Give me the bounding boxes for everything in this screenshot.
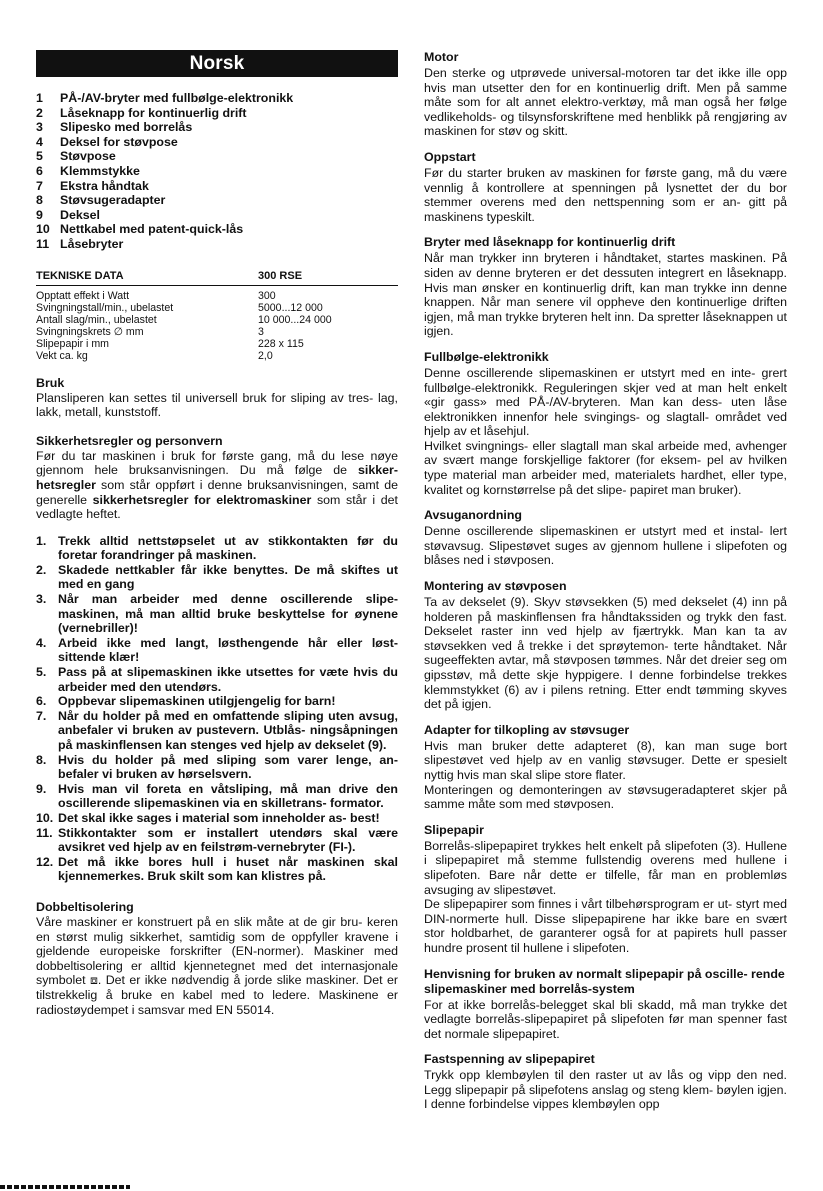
section-text: De slipepapirer som finnes i vårt tilbehørsprogram er ut- styrt med DIN-normerte hull. Disse slipepapirene har ikke bare en svært stor holdbarhet, de garanterer også for at papirets hull passer hundre prosent til hullene i slipefoten.: [424, 897, 787, 955]
spec-label: Svingningstall/min., ubelastet: [36, 301, 174, 314]
rule-text: Hvis du holder på med sliping som varer lenge, an- befaler vi bruken av hørselsvern.: [58, 752, 398, 782]
text-run: . Det er ikke nødvendig å jorde slike maskiner. Det er tilstrekkelig å bruke en kabel med to ledere. Maskinene er radiostøydempet i samsvar med EN 55014.: [36, 973, 398, 1017]
list-item: [36, 855, 398, 884]
sandpaper-section: [424, 823, 787, 956]
list-item: [36, 636, 398, 665]
rule-number: 12.: [36, 854, 54, 869]
table-row: [36, 302, 398, 314]
table-row: [36, 350, 398, 362]
part-number: 8: [36, 193, 43, 208]
rule-text: Pass på at slipemaskinen ikke utsettes for væte hvis du arbeider med den utendørs.: [58, 665, 398, 694]
parts-list-item: [36, 193, 398, 208]
rule-text: Det skal ikke sages i material som inneholder as- best!: [58, 810, 380, 825]
rule-text: Arbeid ikke med langt, løsthengende hår eller løst- sittende klær!: [58, 635, 398, 665]
part-label: Nettkabel med patent-quick-lås: [60, 222, 244, 237]
section-heading: Bryter med låseknapp for kontinuerlig drift: [424, 235, 676, 250]
parts-list-item: [36, 237, 398, 252]
part-number: 4: [36, 134, 43, 149]
list-item: [36, 694, 398, 709]
parts-list-item: [36, 106, 398, 121]
section-text: Denne oscillerende slipemaskinen er utstyrt med et instal- lert støvavsug. Slipestøvet suges av gjennom hullene i slipefoten og blåses ned i støvposen.: [424, 524, 787, 568]
rule-number: 8.: [36, 752, 47, 767]
section-text: Den sterke og utprøvede universal-motoren tar det ikke ille opp hvis man utsetter den for en kontinuerlig drift. Men på samme måte som for alt annet elektro-verktøy, må man også her følge vedlikeholds- og tilsynsforskriftene med henblikk på rengjøring av maskinen for støv og skitt.: [424, 66, 787, 139]
section-heading: Slipepapir: [424, 822, 484, 837]
language-banner: [36, 50, 398, 77]
model-name: 300 RSE: [258, 269, 303, 282]
section-heading: Henvisning for bruken av normalt slipepapir på oscille- rende slipemaskiner med borrelås-system: [424, 966, 785, 996]
part-label: Låseknapp for kontinuerlig drift: [60, 105, 247, 120]
parts-list-item: [36, 222, 398, 237]
rule-number: 11.: [36, 825, 53, 840]
rule-text: Når man arbeider med denne oscillerende slipe- maskinen, må man alltid bruke beskyttelse for øynene (vernebriller)!: [58, 592, 398, 636]
list-item: [36, 665, 398, 694]
table-row: [36, 326, 398, 338]
rule-text: Oppbevar slipemaskinen utilgjengelig for barn!: [58, 694, 336, 709]
parts-list-item: [36, 149, 398, 164]
spec-value: 5000...12 000: [258, 301, 323, 314]
table-row: [36, 338, 398, 350]
section-heading: Sikkerhetsregler og personvern: [36, 433, 223, 448]
rule-number: 7.: [36, 708, 47, 723]
section-heading: Fastspenning av slipepapiret: [424, 1052, 595, 1067]
emphasis-text: sikker- hetsregler: [36, 463, 398, 492]
part-number: 2: [36, 105, 43, 120]
list-item: [36, 563, 398, 592]
section-text: Denne oscillerende slipemaskinen er utstyrt med en inte- grert fullbølge-elektronikk. Reguleringen skjer ved at man helt enkelt «gir gass» med PÅ-/AV-bryteren. Man kan dess- uten låse elektronikken innenfor hele svingings- og slagtall- området ved hjelp av et låsehjul.: [424, 365, 787, 439]
section-text: [36, 915, 398, 1017]
rule-text: Når du holder på med en omfattende sliping uten avsug, anbefaler vi bruken av pustevern. Utblås- ningsåpningen på maskinflensen kan stenges ved hjelp av dekselet (9).: [58, 708, 398, 752]
list-item: [36, 826, 398, 855]
rule-text: Det må ikke bores hull i huset når maskinen skal kjennemerkes. Bruk skilt som kan klistres på.: [58, 854, 398, 884]
parts-list-item: [36, 91, 398, 106]
technical-data-header: [36, 270, 398, 286]
part-number: 10: [36, 222, 50, 237]
text-run: som står i det vedlagte heftet.: [36, 492, 399, 522]
part-label: Ekstra håndtak: [60, 178, 149, 193]
right-column: [424, 50, 787, 1123]
part-label: Deksel: [60, 207, 100, 222]
part-number: 5: [36, 149, 43, 164]
table-row: [36, 314, 398, 326]
section-heading: Adapter for tilkopling av støvsuger: [424, 722, 630, 737]
technical-data-title: TEKNISKE DATA: [36, 269, 124, 282]
section-heading: Oppstart: [424, 149, 476, 164]
rule-text: Skadede nettkabler får ikke benyttes. De må skiftes ut med en gang: [58, 562, 398, 592]
switch-section: [424, 235, 787, 339]
parts-list-item: [36, 120, 398, 135]
section-heading: Montering av støvposen: [424, 579, 567, 594]
rule-number: 2.: [36, 562, 47, 577]
spec-label: Slipepapir i mm: [36, 337, 110, 350]
rule-number: 10.: [36, 810, 54, 825]
left-column: [36, 50, 398, 1017]
rule-number: 9.: [36, 781, 47, 796]
section-text: Plansliperen kan settes til universell bruk for sliping av tres- lag, lakk, metall, kunststoff.: [36, 390, 398, 420]
part-label: Støvsugeradapter: [60, 193, 166, 208]
rule-text: Hvis man vil foreta en våtsliping, må man drive den oscillerende slipemaskinen via en skilletrans- formator.: [58, 781, 398, 811]
section-text: Når man trykker inn bryteren i håndtaket, startes maskinen. På siden av denne bryteren er det dessuten integrert en låseknapp. Hvis man ønsker en kontinuerlig drift, kan man trykke inn denne knappen. Når man senere vil oppheve den kontinuerlige driften igjen, må man trykke bryteren helt inn. Da spretter låseknappen ut igjen.: [424, 251, 787, 339]
section-text: Monteringen og demonteringen av støvsugeradapteret skjer på samme måte som med støvposen.: [424, 782, 787, 812]
section-text: Trykk opp klembøylen til den raster ut av lås og vipp den ned. Legg slipepapir på slipefotens anslag og steng klem- bøylen igjen. I denne forbindelse vippes klembøylen opp: [424, 1068, 787, 1112]
safety-section: [36, 434, 398, 522]
list-item: [36, 811, 398, 826]
section-heading: Dobbeltisolering: [36, 899, 134, 914]
spec-value: 3: [258, 325, 264, 338]
double-insulation-section: [36, 900, 398, 1017]
table-row: [36, 290, 398, 302]
section-text: Ta av dekselet (9). Skyv støvsekken (5) med dekselet (4) inn på holderen på maskinflensen fra håndtakssiden og trykk den fast. Dekselet raster inn ved hjelp av fjærtrykk. Man kan ta av støvsekken ved å trekke i det sprøytemon- terte håndtaket. Når sugeeffekten avtar, må støvposen tømmes. Når det dreier seg om gipsstøv, må dette skje hyppigere. I denne forbindelse trekkes klemmstykket (6) av i pilens retning. Etter endt tømming skyves det på igjen.: [424, 595, 787, 712]
technical-data-table: [36, 270, 398, 362]
rule-number: 6.: [36, 694, 47, 709]
dust-extraction-section: [424, 508, 787, 568]
rule-number: 3.: [36, 592, 47, 607]
barcode-mark: [0, 1185, 130, 1189]
text-run: som står oppført i denne bruksanvisningen, samt de generelle: [36, 477, 398, 507]
part-label: Klemmstykke: [60, 163, 140, 178]
part-label: PÅ-/AV-bryter med fullbølge-elektronikk: [60, 91, 294, 105]
part-label: Deksel for støvpose: [60, 134, 178, 149]
spec-value: 2,0: [258, 349, 273, 362]
spec-label: Opptatt effekt i Watt: [36, 289, 130, 302]
part-label: Låsebryter: [60, 236, 124, 251]
rule-number: 1.: [36, 533, 47, 548]
normal-sandpaper-note-section: [424, 967, 787, 1042]
parts-list-item: [36, 208, 398, 223]
list-item: [36, 709, 398, 753]
parts-list-item: [36, 179, 398, 194]
rule-text: Stikkontakter som er installert utendørs skal være avsikret ved hjelp av en feilstrøm-vernebryter (FI-).: [58, 825, 398, 855]
section-text: Hvis man bruker dette adapteret (8), kan man suge bort slipestøvet ved hjelp av en vanlig støvsuger. Dette er spesielt nyttig hvis man skal slipe store flater.: [424, 738, 787, 782]
section-text: Før du starter bruken av maskinen for første gang, må du være vennlig å kontrollere at spenningen på lysnettet der du bor stemmer overens med den nettspenning som er an- gitt på maskinens typeskilt.: [424, 165, 787, 224]
banner-title: Norsk: [189, 52, 245, 74]
rule-number: 4.: [36, 635, 47, 650]
part-number: 6: [36, 163, 43, 178]
usage-section: [36, 376, 398, 420]
part-number: 3: [36, 120, 43, 135]
rule-text: Trekk alltid nettstøpselet ut av stikkontakten før du foretar forandringer på maskinen.: [58, 533, 398, 563]
section-text: [36, 449, 398, 522]
list-item: [36, 592, 398, 636]
page-bottom-edge: [0, 1182, 823, 1191]
parts-list: [36, 91, 398, 252]
vacuum-adapter-section: [424, 723, 787, 812]
sandpaper-clamping-section: [424, 1052, 787, 1112]
part-number: 7: [36, 178, 43, 193]
part-label: Støvpose: [60, 149, 116, 164]
section-text: Hvilket svingnings- eller slagtall man skal arbeide med, avhenger av svært mange forskjellige faktorer (for eksem- pel av hvilken type material man arbeider med, materialets hardhet, eller type, kvalitet og kornstørrelse på det slipe- papiret man bruker).: [424, 438, 787, 497]
spec-label: Vekt ca. kg: [36, 349, 88, 362]
spec-label: Antall slag/min., ubelastet: [36, 313, 157, 326]
part-number: 9: [36, 207, 43, 222]
motor-section: [424, 50, 787, 139]
section-heading: Avsuganordning: [424, 508, 522, 523]
section-text: For at ikke borrelås-belegget skal bli skadd, må man trykke det vedlagte borrelås-slipepapiret på slipefoten før man spenner fast det normale slipepapiret.: [424, 997, 787, 1041]
rule-number: 5.: [36, 665, 47, 680]
list-item: [36, 782, 398, 811]
text-run: Våre maskiner er konstruert på en slik måte at de gir bru- keren en størst mulig sikkerhet, samtidig som de oppfyller kravene i gjeldende europeiske forskrifter (EN-normer). Maskiner med dobbeltisolering er alltid kjennetegnet med det internasjonale symbolet: [36, 914, 398, 988]
section-heading: Fullbølge-elektronikk: [424, 349, 549, 364]
double-insulation-symbol-icon: ⧈: [89, 973, 98, 988]
startup-section: [424, 150, 787, 224]
spec-value: 10 000...24 000: [258, 313, 332, 326]
part-number: 1: [36, 91, 43, 105]
parts-list-item: [36, 164, 398, 179]
part-number: 11: [36, 236, 50, 251]
emphasis-text: sikkerhetsregler for elektromaskiner: [92, 492, 312, 507]
spec-value: 228 x 115: [258, 337, 304, 350]
section-heading: Bruk: [36, 375, 65, 390]
text-run: Før du tar maskinen i bruk for første gang, må du lese nøye gjennom hele bruksanvisningen. Du må følge de: [36, 448, 398, 478]
part-label: Slipesko med borrelås: [60, 120, 193, 135]
parts-list-item: [36, 135, 398, 150]
safety-rules-list: [36, 534, 398, 884]
section-text: Borrelås-slipepapiret trykkes helt enkelt på slipefoten (3). Hullene i slipepapiret må stemme fullstendig overens med hullene i slipefoten. Bare når dette er tilfelle, får man en problemløs avsuging av slipestøvet.: [424, 838, 787, 897]
list-item: [36, 534, 398, 563]
electronics-section: [424, 350, 787, 497]
section-heading: Motor: [424, 50, 459, 64]
spec-label: Svingningskrets ∅ mm: [36, 325, 144, 338]
list-item: [36, 753, 398, 782]
spec-value: 300: [258, 289, 276, 302]
dust-bag-mounting-section: [424, 579, 787, 712]
